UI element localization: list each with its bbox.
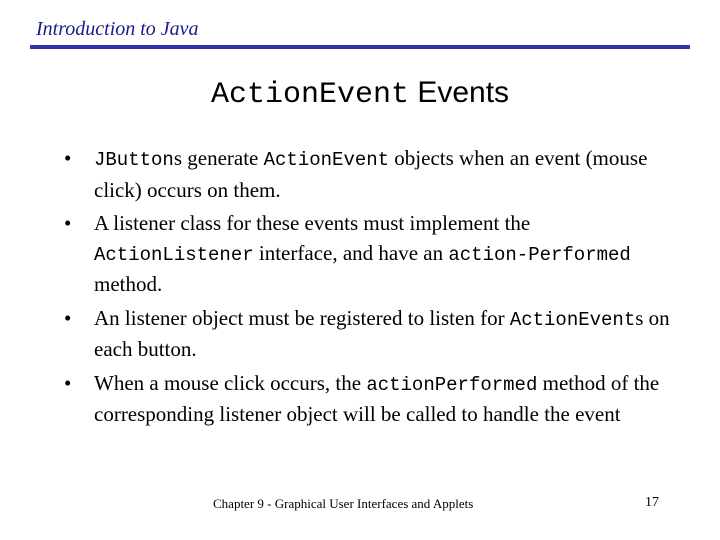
bullet-text: A listener class for these events must implement the [94, 211, 531, 235]
code-text: JButton [94, 149, 174, 171]
bullet-text: s on each button. [94, 305, 670, 361]
header-divider [30, 45, 690, 49]
bullet-text: s generate [173, 146, 264, 170]
bullet-text: interface, and have an [253, 240, 449, 265]
slide-title [0, 75, 720, 113]
bullet-item [60, 369, 670, 430]
slide-title-text: Events [408, 76, 510, 109]
code-text: action-Performed [448, 243, 631, 266]
code-text: actionPerformed [366, 373, 538, 396]
bullet-list [60, 144, 670, 434]
bullet-text: method of the corresponding listener object will be called to handle the event [94, 370, 660, 426]
slide-title-code: ActionEvent [210, 78, 409, 112]
bullet-item [60, 304, 670, 365]
bullet-text: An listener object must be registered to listen for [94, 305, 510, 330]
header-title: Introduction to Java [36, 18, 199, 40]
bullet-item [60, 144, 670, 205]
bullet-text: objects when an event (mouse click) occurs on them. [94, 146, 648, 202]
code-text: ActionEvent [509, 308, 636, 331]
code-text: ActionEvent [263, 149, 390, 171]
code-text: ActionListener [94, 243, 254, 266]
page-number: 17 [645, 495, 659, 510]
footer-text: Chapter 9 - Graphical User Interfaces and Applets [213, 496, 474, 511]
bullet-item [60, 209, 670, 300]
bullet-text: method. [94, 272, 163, 296]
bullet-text: When a mouse click occurs, the [94, 370, 367, 395]
